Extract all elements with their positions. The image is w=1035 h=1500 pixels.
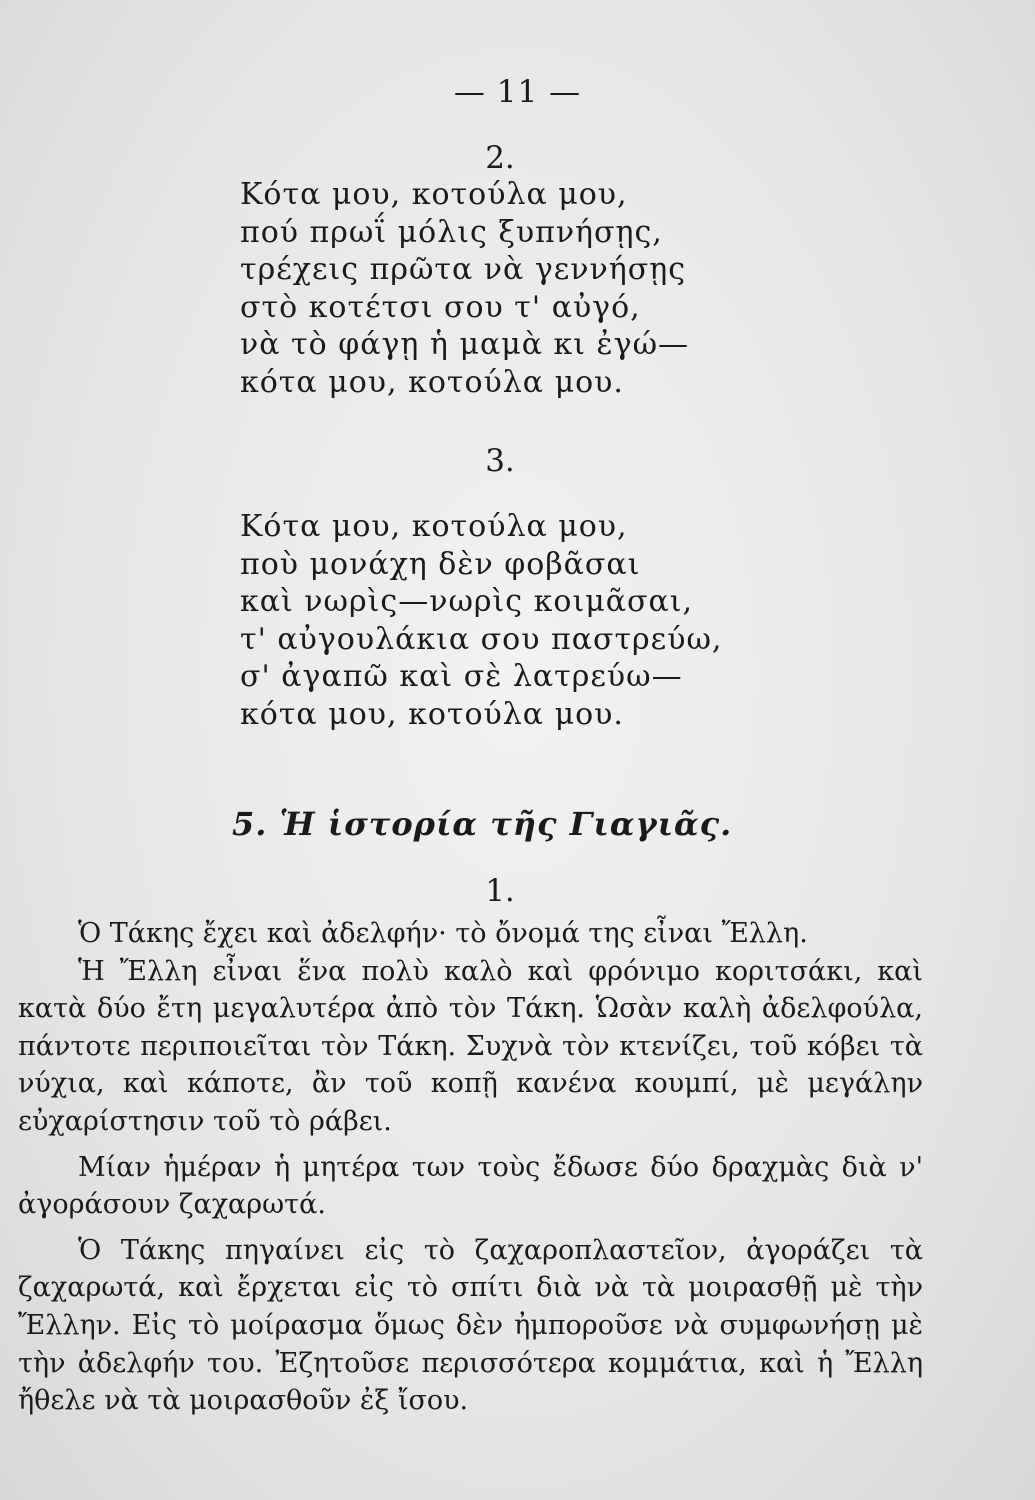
poem-line: ποὺ μονάχη δὲν φοβᾶσαι bbox=[240, 546, 641, 582]
paragraph: Ἡ Ἔλλη εἶναι ἕνα πολὺ καλὸ καὶ φρόνιμο κοριτσάκι, καὶ κατὰ δύο ἔτη μεγαλυτέρα ἀπὸ τὸν Τάκη. Ὡσὰν καλὴ ἀδελφούλα, πάντοτε περιποιεῖται τὸν Τάκη. Συχνὰ τὸν κτενίζει, τοῦ κόβει τὰ νύχια, καὶ κάποτε, ἂν τοῦ κοπῇ κανένα κουμπί, μὲ μεγάλην εὐχαρίστησιν τοῦ τὸ ράβει. bbox=[18, 955, 923, 1137]
page-number: — 11 — bbox=[453, 74, 582, 110]
poem-line: κότα μου, κοτούλα μου. bbox=[240, 364, 624, 400]
poem-line: τ' αὐγουλάκια σου παστρεύω, bbox=[240, 621, 723, 657]
paragraph: Ὁ Τάκης ἔχει καὶ ἀδελφήν· τὸ ὄνομά της εἶναι Ἔλλη. bbox=[78, 918, 808, 949]
stanza-number: 3. bbox=[485, 443, 515, 479]
poem-line: νὰ τὸ φάγῃ ἡ μαμὰ κι ἐγώ— bbox=[240, 327, 690, 362]
poem-line: σ' ἀγαπῶ καὶ σὲ λατρεύω— bbox=[240, 659, 683, 694]
paragraph: Μίαν ἡμέραν ἡ μητέρα των τοὺς ἔδωσε δύο δραχμὰς διὰ ν' ἀγοράσουν ζαχαρωτά. bbox=[18, 1151, 923, 1221]
poem-line: κότα μου, κοτούλα μου. bbox=[240, 696, 624, 732]
stanza-number: 2. bbox=[485, 140, 515, 176]
poem-stanza bbox=[240, 176, 689, 401]
poem-line: πού πρωΐ μόλις ξυπνήσῃς, bbox=[240, 214, 663, 250]
section-heading: 5. Ἡ ἱστορία τῆς Γιαγιᾶς. bbox=[232, 805, 733, 843]
story-text bbox=[18, 915, 923, 1420]
poem-line: στὸ κοτέτσι σου τ' αὐγό, bbox=[240, 289, 641, 325]
poem-stanza bbox=[240, 508, 722, 733]
poem-line: τρέχεις πρῶτα νὰ γεννήσῃς bbox=[240, 252, 687, 287]
poem-line: Κότα μου, κοτούλα μου, bbox=[240, 509, 628, 544]
poem-line: Κότα μου, κοτούλα μου, bbox=[240, 177, 628, 212]
paragraph: Ὁ Τάκης πηγαίνει εἰς τὸ ζαχαροπλαστεῖον, ἀγοράζει τὰ ζαχαρωτά, καὶ ἔρχεται εἰς τὸ σπίτι διὰ νὰ τὰ μοιρασθῇ μὲ τὴν Ἔλλην. Εἰς τὸ μοίρασμα ὅμως δὲν ἠμποροῦσε νὰ συμφωνήσῃ μὲ τὴν ἀδελφήν του. Ἐζητοῦσε περισσότερα κομμάτια, καὶ ἡ Ἔλλη ἤθελε νὰ τὰ μοιρασθοῦν ἐξ ἴσου. bbox=[18, 1234, 923, 1417]
subsection-number: 1. bbox=[485, 873, 515, 909]
poem-line: καὶ νωρὶς—νωρὶς κοιμᾶσαι, bbox=[240, 584, 694, 619]
